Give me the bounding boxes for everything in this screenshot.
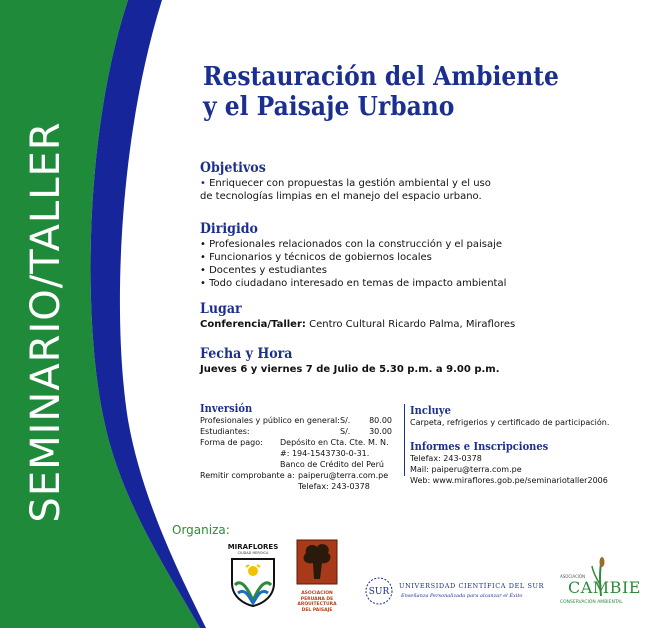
page-title: Restauración del Ambiente y el Paisaje Urbano — [203, 62, 559, 122]
asociacion-logo: ASOCIACION PERUANA DE ARQUITECTURA DEL PAISAJE — [295, 539, 339, 619]
vertical-title: SEMINARIO/TALLER — [23, 121, 69, 523]
list-item: • Profesionales relacionados con la construcción y el paisaje — [200, 239, 503, 250]
svg-text:SUR: SUR — [368, 587, 390, 597]
lugar-section: Lugar Conferencia/Taller: Centro Cultural Ricardo Palma, Miraflores — [200, 301, 630, 331]
incluye-heading: Incluye — [410, 404, 451, 417]
miraflores-shield-icon — [228, 555, 278, 607]
universidad-logo: SUR UNIVERSIDAD CIENTÍFICA DEL SUR Enseñanza Personalizada para alcanzar el Éxito — [363, 576, 543, 606]
informes-heading: Informes e Inscripciones — [410, 440, 549, 453]
objetivos-section: Objetivos • Enriquecer con propuestas la gestión ambiental y el uso de tecnologías limpias en el manejo del espacio urbano. — [200, 160, 630, 203]
universidad-emblem-icon — [363, 576, 397, 606]
cambie-logo: ASOCIACIÓN CAMBIE CONSERVACIÓN AMBIENTAL — [558, 556, 636, 616]
miraflores-logo: MIRAFLORES CIUDAD HEROICA — [226, 543, 280, 615]
list-item: • Docentes y estudiantes — [200, 265, 327, 276]
informes-section: Informes e Inscripciones Telefax: 243-0378 Mail: paiperu@terra.com.pe Web: www.miraflores.gob.pe/seminariotaller2006 — [410, 440, 640, 486]
inversion-section: Inversión Profesionales y público en general: S/. 80.00 Estudiantes: S/. 30.00 Forma de pago: Depósito en Cta. Cte. M. N. #: 194-1543730-0-31. Banco de Crédito del Perú Remitir comprobante a: paiperu@terra.com.pe Telefax: 243-0378 — [200, 402, 392, 491]
inversion-heading: Inversión — [200, 402, 253, 415]
bullet-icon: • — [200, 178, 206, 189]
list-item: • Todo ciudadano interesado en temas de impacto ambiental — [200, 278, 507, 289]
incluye-section: Incluye Carpeta, refrigerios y certificado de participación. — [410, 404, 640, 428]
tree-icon — [296, 539, 338, 585]
lugar-heading: Lugar — [200, 301, 242, 317]
fecha-heading: Fecha y Hora — [200, 346, 293, 362]
organiza-label: Organiza: — [172, 523, 230, 537]
objetivos-heading: Objetivos — [200, 160, 266, 176]
dirigido-section — [200, 221, 630, 290]
list-item: • Funcionarios y técnicos de gobiernos locales — [200, 252, 432, 263]
fecha-section: Fecha y Hora Jueves 6 y viernes 7 de Julio de 5.30 p.m. a 9.00 p.m. — [200, 346, 630, 376]
column-divider — [404, 404, 405, 476]
dirigido-heading: Dirigido — [200, 221, 258, 237]
